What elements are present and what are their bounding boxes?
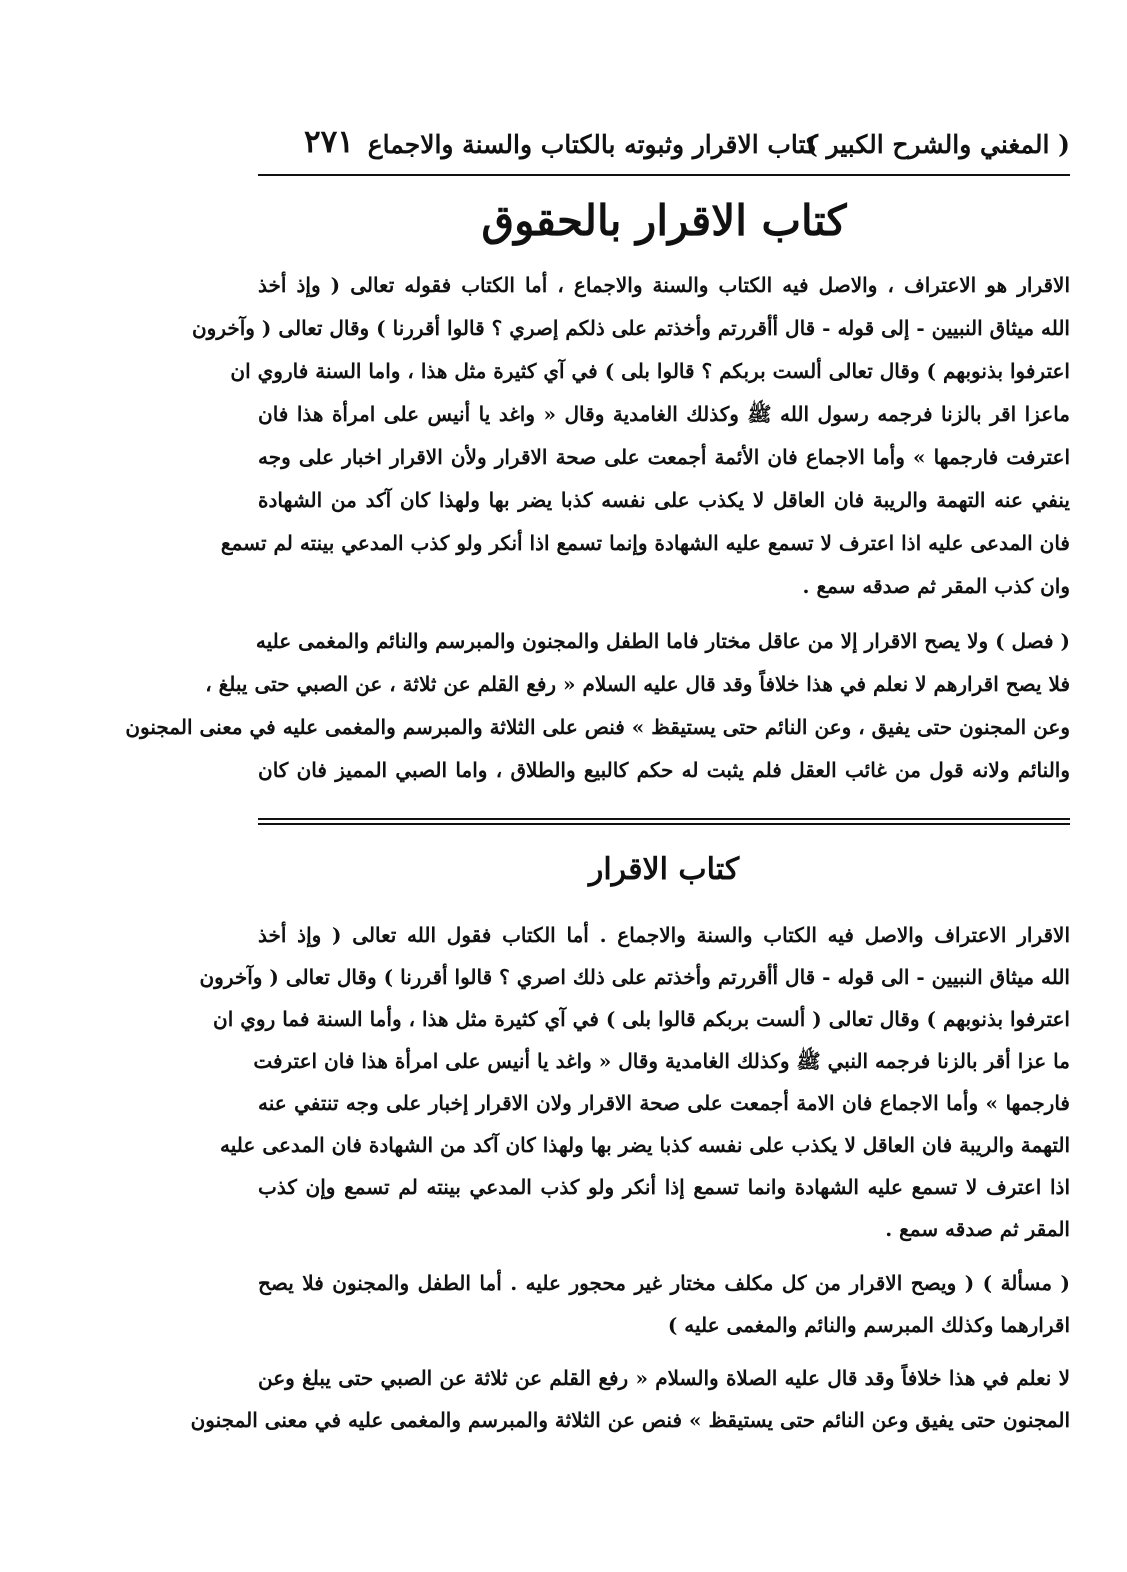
commentary-line: وعن المجنون حتى يفيق ، وعن النائم حتى يستيقظ » فنص على الثلاثة والمبرسم والمغمى عليه في معنى المجنون [125, 715, 1070, 739]
commentary-line: اعترفوا بذنوبهم ) وقال تعالى ألست بربكم ؟ قالوا بلى ) في آي كثيرة مثل هذا ، واما السنة فاروي ان [230, 359, 1070, 383]
matn-line: الله ميثاق النبيين - الى قوله - قال أأقررتم وأخذتم على ذلك اصري ؟ قالوا أقررنا ) وقال تعالى ( وآخرون [199, 965, 1070, 989]
matn-line: اقرارهما وكذلك المبرسم والنائم والمغمى عليه ) [667, 1313, 1070, 1337]
commentary-line: والنائم ولانه قول من غائب العقل فلم يثبت له حكم كالبيع والطلاق ، واما الصبي المميز فان كان [258, 758, 1070, 782]
commentary-line: ( فصل ) ولا يصح الاقرار إلا من عاقل مختار فاما الطفل والمجنون والمبرسم والنائم والمغمى عليه [255, 629, 1070, 653]
matn-line: لا نعلم في هذا خلافاً وقد قال عليه الصلاة والسلام « رفع القلم عن ثلاثة عن الصبي حتى يبلغ وعن [258, 1366, 1070, 1390]
commentary-line: الاقرار هو الاعتراف ، والاصل فيه الكتاب والسنة والاجماع ، أما الكتاب فقوله تعالى ( وإذ أخذ [258, 273, 1070, 297]
commentary-line: الله ميثاق النبيين - إلى قوله - قال أأقررتم وأخذتم على ذلكم إصري ؟ قالوا أقررنا ) وقال تعالى ( وآخرون [191, 316, 1070, 340]
header-chapter-title: كتاب الاقرار وثبوته بالكتاب والسنة والاجماع [367, 130, 818, 159]
header-book-title: ( المغني والشرح الكبير ) [805, 130, 1070, 159]
running-header [258, 124, 1070, 172]
commentary-line: فلا يصح اقرارهم لا نعلم في هذا خلافاً وقد قال عليه السلام « رفع القلم عن ثلاثة ، عن الصبي حتى يبلغ ، [205, 672, 1070, 696]
matn-line: ( مسألة ) ( ويصح الاقرار من كل مكلف مختار غير محجور عليه . أما الطفل والمجنون فلا يصح [258, 1271, 1070, 1295]
section-title: كتاب الاقرار [588, 852, 740, 887]
matn-line: فارجمها » وأما الاجماع فان الامة أجمعت على صحة الاقرار ولان الاقرار إخبار على وجه تنتفي عنه [258, 1091, 1070, 1115]
section-divider [258, 818, 1070, 825]
main-chapter-title: كتاب الاقرار بالحقوق [481, 196, 847, 245]
commentary-line: ماعزا اقر بالزنا فرجمه رسول الله ﷺ وكذلك الغامدية وقال « واغد يا أنيس على امرأة هذا فان [258, 402, 1070, 426]
commentary-line: اعترفت فارجمها » وأما الاجماع فان الأئمة أجمعت على صحة الاقرار ولأن الاقرار اخبار على وجه [258, 445, 1070, 469]
commentary-line: فان المدعى عليه اذا اعترف لا تسمع عليه الشهادة وإنما تسمع اذا أنكر ولو كذب المدعي بينته لم تسمع [220, 531, 1070, 555]
matn-line: التهمة والريبة فان العاقل لا يكذب على نفسه كذبا يضر بها ولهذا كان آكد من الشهادة فان المدعى عليه [220, 1133, 1070, 1157]
header-rule [258, 174, 1070, 176]
matn-line: اعترفوا بذنوبهم ) وقال تعالى ( ألست بربكم قالوا بلى ) في آي كثيرة مثل هذا ، وأما السنة فما روي ان [213, 1007, 1070, 1031]
matn-line: ما عزا أقر بالزنا فرجمه النبي ﷺ وكذلك الغامدية وقال « واغد يا أنيس على امرأة هذا فان اعترفت [253, 1049, 1070, 1073]
page-number: ٢٧١ [304, 124, 354, 160]
matn-line: اذا اعترف لا تسمع عليه الشهادة وانما تسمع إذا أنكر ولو كذب المدعي بينته لم تسمع وإن كذب [258, 1175, 1070, 1199]
matn-line: الاقرار الاعتراف والاصل فيه الكتاب والسنة والاجماع . أما الكتاب فقول الله تعالى ( وإذ أخذ [258, 923, 1070, 947]
matn-line: المجنون حتى يفيق وعن النائم حتى يستيقظ » فنص عن الثلاثة والمبرسم والمغمى عليه في معنى المجنون [190, 1408, 1070, 1432]
matn-line: المقر ثم صدقه سمع . [885, 1217, 1070, 1241]
commentary-line: وان كذب المقر ثم صدقه سمع . [802, 574, 1070, 598]
commentary-line: ينفي عنه التهمة والريبة فان العاقل لا يكذب على نفسه كذبا يضر بها ولهذا كان آكد من الشهادة [258, 488, 1070, 512]
